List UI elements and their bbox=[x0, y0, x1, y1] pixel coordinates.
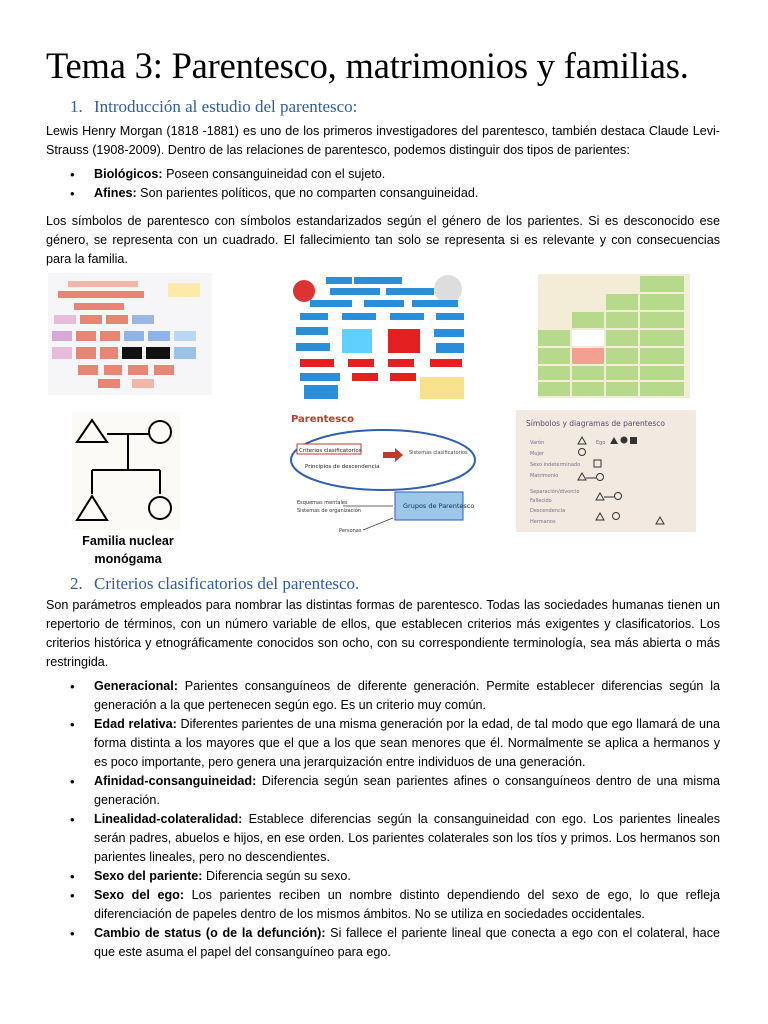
symbols-chart-title: Símbolos y diagramas de parentesco bbox=[526, 419, 665, 428]
kinship-symbols-graphic bbox=[516, 410, 696, 532]
list-item bbox=[70, 867, 720, 886]
female-circle-icon bbox=[149, 421, 171, 443]
parentesco-diagram-graphic bbox=[283, 408, 483, 538]
section-2-number: 2. bbox=[70, 574, 83, 593]
kinship-grid-graphic bbox=[538, 274, 690, 398]
symbol-row-label: Descendencia bbox=[530, 508, 566, 514]
page-title: Tema 3: Parentesco, matrimonios y familias. bbox=[46, 45, 689, 86]
symbol-row-label: Varón bbox=[530, 440, 545, 446]
bullet-text: Son parientes políticos, que no comparten consanguineidad. bbox=[136, 186, 479, 200]
parentesco-diagram-image bbox=[283, 408, 483, 538]
section-1-intro: Lewis Henry Morgan (1818 -1881) es uno de los primeros investigadores del parentesco, también destaca Claude Levi-Strauss (1908-2009). Dentro de las relaciones de parentesco, podemos distinguir dos tipos de parientes: bbox=[46, 124, 720, 157]
bullet-term: Biológicos: bbox=[94, 167, 163, 181]
bullet-term: Afinidad-consanguineidad: bbox=[94, 774, 257, 788]
diagram-esquemas: Esquemas mentales bbox=[297, 500, 348, 506]
diagram-sistemas: Sistemas clasificatorios bbox=[409, 450, 468, 456]
section-2-heading-text: Criterios clasificatorios del parentesco. bbox=[94, 574, 360, 593]
nuclear-family-diagram bbox=[72, 412, 180, 530]
figure-caption: Familia nuclear monógama bbox=[82, 534, 174, 566]
list-item bbox=[70, 715, 720, 772]
parent-types-list bbox=[70, 165, 720, 203]
symbol-row-label: Sexo indeterminado bbox=[530, 462, 581, 468]
diagram-organizacion: Sistemas de organización bbox=[297, 508, 362, 514]
kinship-grid-image bbox=[538, 274, 690, 398]
diagram-principios: Principios de descendencia bbox=[305, 464, 380, 470]
symbol-row-label: Mujer bbox=[530, 451, 545, 457]
section-2-heading bbox=[70, 574, 359, 594]
bullet-text: Si fallece el pariente lineal que conecta a ego con el colateral, hace que este asuma el papel del consanguíneo para ego. bbox=[94, 926, 720, 959]
list-item bbox=[70, 772, 720, 810]
criteria-list bbox=[70, 677, 720, 962]
list-item bbox=[70, 677, 720, 715]
list-item bbox=[70, 165, 720, 184]
symbol-row-label: Separación/divorcio bbox=[530, 489, 580, 495]
section-1-number: 1. bbox=[70, 97, 83, 116]
male-triangle-icon bbox=[77, 420, 107, 442]
bullet-text: Establece diferencias según la consanguineidad con ego. Los parientes lineales serán padres, abuelos e hijos, en ese orden. Los parientes colaterales son los tíos y primos. Los hermanos son parientes lineales, pero no descendientes. bbox=[94, 812, 720, 864]
diagram-box-label: Criterios clasificatorios bbox=[299, 448, 362, 454]
bullet-text: Los parientes reciben un nombre distinto dependiendo del sexo de ego, lo que refleja diferenciación de papeles dentro de los mismos ámbitos. No se utiliza en sociedades occidentales. bbox=[94, 888, 720, 921]
bullet-text: Parientes consanguíneos de diferente generación. Permite establecer diferencias según la generación a la que pertenecen según ego. Es un criterio muy común. bbox=[94, 679, 720, 712]
list-item bbox=[70, 810, 720, 867]
bullet-term: Edad relativa: bbox=[94, 717, 177, 731]
symbols-paragraph: Los símbolos de parentesco con símbolos estandarizados según el género de los parientes. Si es desconocido ese género, se representa con un cuadrado. El fallecimiento tan solo se representa si es relevante y con consecuencias para la familia. bbox=[46, 214, 720, 266]
bullet-term: Sexo del ego: bbox=[94, 888, 185, 902]
bullet-term: Linealidad-colateralidad: bbox=[94, 812, 243, 826]
section-1-heading-text: Introducción al estudio del parentesco: bbox=[94, 97, 358, 116]
symbol-row-label: Matrimonio bbox=[530, 473, 559, 479]
list-item bbox=[70, 924, 720, 962]
section-1-heading bbox=[70, 97, 357, 117]
bullet-text: Diferencia según sean parientes afines o consanguíneos dentro de una misma generación. bbox=[94, 774, 720, 807]
section-2-intro: Son parámetros empleados para nombrar las distintas formas de parentesco. Todas las sociedades humanas tienen un repertorio de términos, con un número variable de ellos, que establecen criterios más exigentes y clasificatorios. Los criterios histórica y etnográficamente conocidos son ocho, con su correspondiente terminología, sea más abierta o más restringida. bbox=[46, 598, 720, 669]
diagram-title: Parentesco bbox=[291, 414, 354, 425]
symbol-row-label: Hermanos bbox=[530, 519, 556, 525]
list-item bbox=[70, 886, 720, 924]
bullet-term: Afines: bbox=[94, 186, 137, 200]
list-item bbox=[70, 184, 720, 203]
son-triangle-icon bbox=[77, 496, 107, 520]
bullet-text: Diferentes parientes de una misma generación por la edad, de tal modo que ego llamará de una forma distinta a los mayores que el que a los que sean menores que él. Normalmente se aplica a hermanos y es poco importante, pero genera una jerarquización entre individuos de una generación. bbox=[94, 717, 720, 769]
bullet-term: Sexo del pariente: bbox=[94, 869, 203, 883]
degrees-chart-graphic bbox=[290, 273, 476, 403]
nuclear-family-image bbox=[72, 412, 180, 530]
bullet-term: Cambio de status (o de la defunción): bbox=[94, 926, 326, 940]
diagram-grupos: Grupos de Parentesco bbox=[403, 502, 475, 510]
kinship-symbols-image bbox=[516, 410, 696, 532]
ego-label: Ego bbox=[596, 440, 606, 446]
genealogy-chart-graphic bbox=[48, 273, 212, 395]
daughter-circle-icon bbox=[149, 497, 171, 519]
bullet-text: Diferencia según su sexo. bbox=[202, 869, 351, 883]
genealogy-chart-image bbox=[48, 273, 212, 395]
diagram-personas: Personas bbox=[339, 528, 362, 534]
degrees-chart-image bbox=[290, 273, 476, 403]
bullet-text: Poseen consanguineidad con el sujeto. bbox=[162, 167, 386, 181]
bullet-term: Generacional: bbox=[94, 679, 178, 693]
symbol-row-label: Fallecido bbox=[530, 498, 552, 504]
